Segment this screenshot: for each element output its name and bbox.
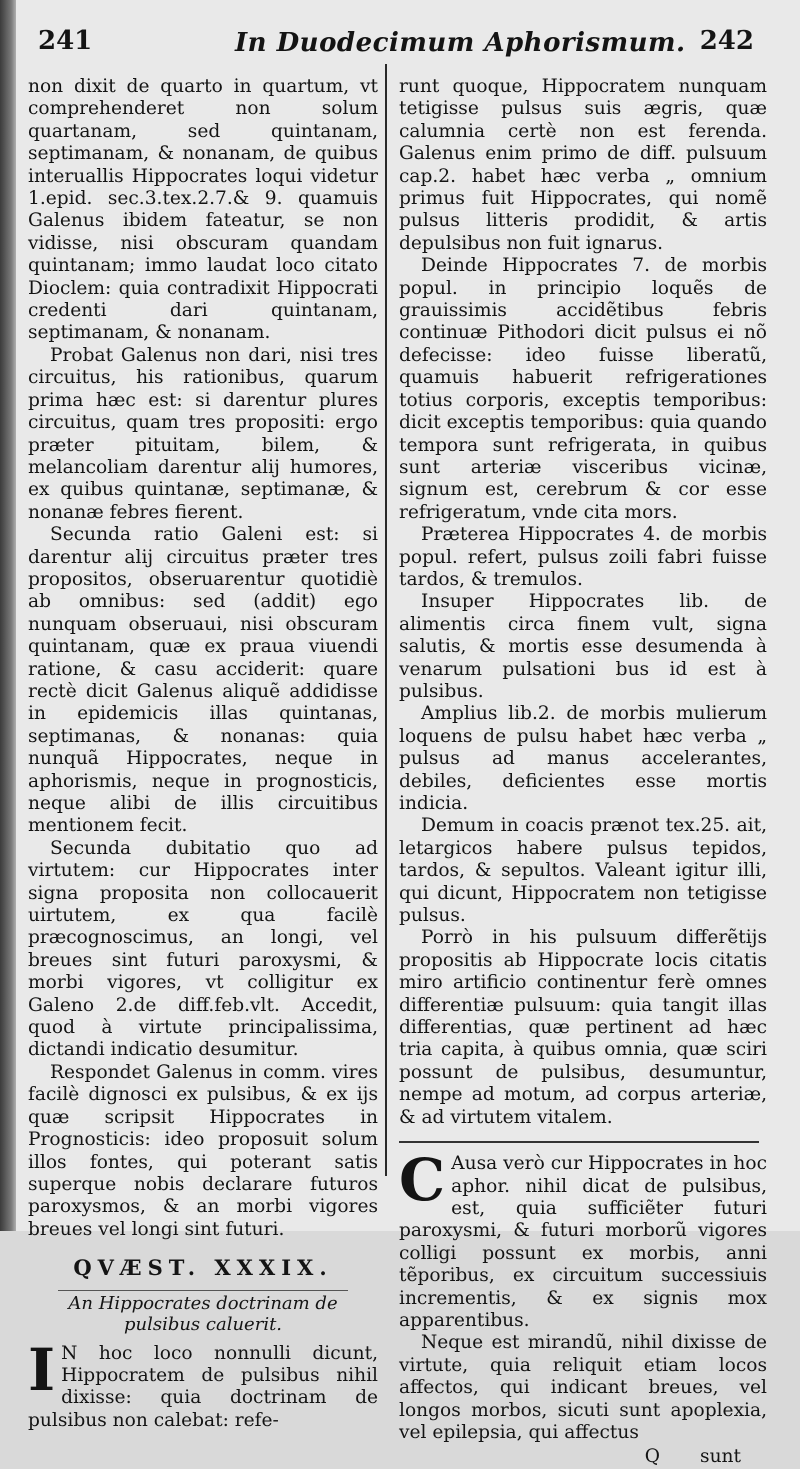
question-heading: QVÆST. XXXIX. xyxy=(73,1255,333,1281)
drop-cap: C xyxy=(399,1146,446,1215)
page-number-right: 242 xyxy=(699,26,754,56)
paragraph-text: N hoc loco nonnulli dicunt, Hippocratem de pulsibus nihil dixisse: quia doctrinam de pulsibus non calebat: refe- xyxy=(28,1342,378,1431)
paragraph: Respondet Galenus in comm. vires facilè dignosci ex pulsibus, & ex ijs quæ scripsit Hippocrates in Prognosticis: ideo proposuit solum illos fontes, qui poterant satis superque nobis declarare futuros paroxysmos, & an morbi vigores breues vel longi sint futuri. xyxy=(28,1061,378,1240)
page-number-left: 241 xyxy=(38,26,93,56)
section-separator xyxy=(399,1141,759,1143)
page-footer xyxy=(399,1446,767,1468)
paragraph-text: Ausa verò cur Hippocrates in hoc aphor. nihil dicat de pulsibus, est, quia sufficiẽter futuri paroxysmi, & futuri morborũ vigores colligi possunt ex morbis, anni tẽporibus, ex circuitum successiuis incrementis, & ex signis mox apparentibus. xyxy=(399,1153,767,1331)
paragraph: Secunda dubitatio quo ad virtutem: cur Hippocrates inter signa proposita non collocauerit uirtutem, ex qua facilè præcognoscimus, an longi, vel breues sint futuri paroxysmi, & morbi vigores, vt colligitur ex Galeno 2.de diff.feb.vlt. Accedit, quod à virtute principalissima, dictandi indicatio desumitur. xyxy=(28,837,378,1061)
paragraph xyxy=(28,1335,378,1433)
book-spine-shadow xyxy=(0,0,16,1231)
paragraph: Neque est mirandũ, nihil dixisse de virtute, quia reliquit etiam locos affectos, qui indicant breues, vel longos morbos, sicuti sunt apoplexia, vel epilepsia, qui affectus xyxy=(399,1332,767,1443)
paragraph: runt quoque, Hippocratem nunquam tetigisse pulsus suis ægris, quæ calumnia certè non est ferenda. Galenus enim primo de diff. pulsuum cap.2. habet hæc verba „ omnium primus fuit Hippocrates, qui nomẽ pulsus litteris prodidit, & artis depulsibus non fuit ignarus. xyxy=(399,76,767,254)
running-header xyxy=(30,26,754,60)
paragraph: Secunda ratio Galeni est: si darentur alij circuitus præter tres propositos, obseruarentur quotidiè ab omnibus: sed (addit) ego nunquam obseruaui, nisi obscuram quintanam, quæ ex praua viuendi ratione, & casu acciderit: quare rectè dicit Galenus aliquẽ addidisse in epidemicis illas quintanas, septimanas, & nonanas: quia nunquã Hippocrates, neque in aphorismis, neque in prognosticis, neque alibi de illis circuitibus mentionem fecit. xyxy=(28,524,378,837)
catchword: sunt xyxy=(700,1446,741,1468)
paragraph xyxy=(399,1146,767,1332)
column-divider xyxy=(385,64,387,1176)
paragraph: Amplius lib.2. de morbis mulierum loquens de pulsu habet hæc verba „ pulsus ad manus accelerantes, debiles, deficientes esse mortis indicia. xyxy=(399,703,767,814)
paragraph: Porrò in his pulsuum differẽtijs propositis ab Hippocrate locis citatis miro artificio continentur ferè omnes differentiæ pulsuum: quia tangit illas differentias, quæ pertinent ad hæc tria capita, à quibus omnia, quæ sciri possunt de pulsibus, desumuntur, nempe ad motum, ad corpus arteriæ, & ad virtutem vitalem. xyxy=(399,927,767,1128)
question-subtitle: An Hippocrates doctrinam de pulsibus caluerit. xyxy=(58,1290,348,1335)
paragraph: Demum in coacis prænot tex.25. ait, letargicos habere pulsus tepidos, tardos, & sepultos. Valeant igitur illi, qui dicunt, Hippocratem non tetigisse pulsus. xyxy=(399,815,767,927)
paragraph: non dixit de quarto in quartum, vt comprehenderet non solum quartanam, sed quintanam, septimanam, & nonanam, de quibus interuallis Hippocrates loqui videtur 1.epid. sec.3.tex.2.7.& 9. quamuis Galenus ibidem fateatur, se non vidisse, nisi obscuram quandam quintanam; immo laudat loco citato Dioclem: quia contradixit Hippocrati credenti dari quintanam, septimanam, & nonanam. xyxy=(28,76,378,344)
right-column xyxy=(399,76,767,1469)
book-page xyxy=(16,0,800,1468)
paragraph: Deinde Hippocrates 7. de morbis popul. in principio loquẽs de grauissimis accidẽtibus febris continuæ Pithodori dicit pulsus ei nõ defecisse: ideo fuisse liberatũ, quamuis habuerit refrigerationes totius corporis, exceptis temporibus: dicit exceptis temporibus: quia quando tempora sunt refrigerata, in quibus sunt arteriæ visceribus vicinæ, signum est, cerebrum & cor esse refrigeratum, vnde cita mors. xyxy=(399,255,767,523)
drop-cap: I xyxy=(28,1335,56,1404)
running-title: In Duodecimum Aphorismum. xyxy=(235,28,686,58)
paragraph: Præterea Hippocrates 4. de morbis popul. refert, pulsus zoili fabri fuisse tardos, & tremulos. xyxy=(399,524,767,590)
left-column xyxy=(28,76,378,1432)
paragraph: Probat Galenus non dari, nisi tres circuitus, his rationibus, quarum prima hæc est: si darentur plures circuitus, quam tres propositi: ergo præter pituitam, bilem, & melancoliam darentur alij humores, ex quibus quintanæ, septimanæ, & nonanæ febres fierent. xyxy=(28,344,378,523)
paragraph: Insuper Hippocrates lib. de alimentis circa finem vult, signa salutis, & mortis esse desumenda à venarum pulsationi bus id est à pulsibus. xyxy=(399,591,767,702)
signature-mark: Q xyxy=(644,1446,661,1468)
